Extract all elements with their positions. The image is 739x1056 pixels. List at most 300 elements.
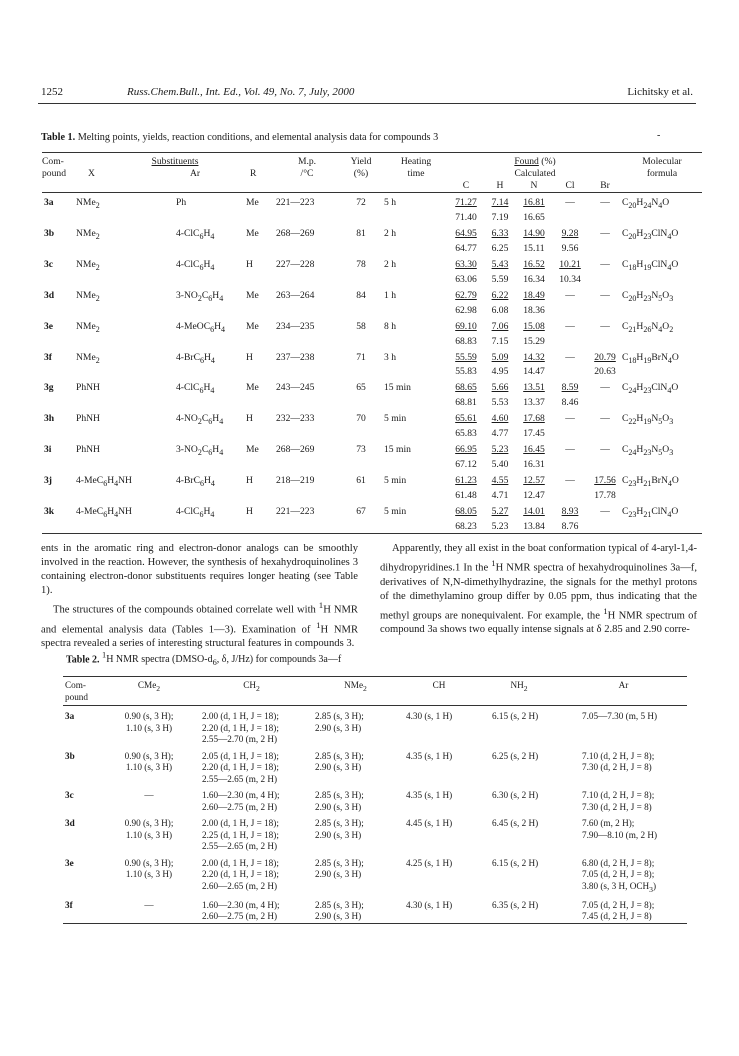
journal-citation: Russ.Chem.Bull., Int. Ed., Vol. 49, No. 7, July, 2000 [127, 86, 355, 98]
substituent-r: H [246, 475, 253, 487]
heating-time: 2 h [384, 258, 396, 270]
substituent-r: Me [246, 289, 259, 301]
col-x: X [88, 168, 95, 179]
calculated-value [552, 305, 588, 317]
found-value: — [565, 320, 575, 332]
found-value: — [565, 444, 575, 456]
compound-id: 3d [44, 289, 55, 301]
compound-id: 3g [44, 382, 54, 394]
calculated-value [588, 459, 622, 471]
found-value: 69.10 [455, 320, 477, 332]
table-row [42, 502, 702, 521]
molecular-formula: $C_{18}H_{19}BrN_4O$ [622, 351, 679, 365]
substituent-x: NMe$_2$ [76, 197, 100, 210]
ch2-shift: 2.00 (d, 1 H, J = 18); 2.20 (d, 1 H, J = 18); 2.60—2.65 (m, 2 H) [202, 857, 279, 891]
compound-id: 3e [44, 320, 54, 332]
substituent-ar: $4-ClC_6H_4$ [176, 258, 215, 272]
calculated-value: 5.53 [491, 397, 509, 409]
melting-point: 221—223 [276, 197, 315, 208]
calculated-value: 5.23 [491, 520, 509, 532]
found-value: — [600, 227, 610, 239]
calculated-value: 6.25 [491, 242, 509, 254]
nh2-shift: 6.45 (s, 2 H) [492, 818, 539, 828]
melting-point: 227—228 [276, 258, 315, 270]
found-value: 62.79 [455, 289, 477, 301]
col-heating: Heating time [400, 156, 432, 179]
calculated-value [588, 212, 622, 224]
compound-id: 3a [65, 711, 75, 721]
calculated-value: 6.08 [491, 304, 509, 316]
found-value: — [600, 382, 610, 394]
heating-time: 5 min [384, 506, 407, 518]
substituent-ar: $3-NO_2C_6H_4$ [176, 444, 224, 458]
header-rule [38, 103, 696, 104]
substituent-ar: $4-MeOC_6H_4$ [176, 320, 226, 334]
calculated-value: 16.31 [523, 459, 545, 471]
table-row [63, 813, 687, 853]
substituent-x: $4-MeC_6H_4NH$ [76, 475, 132, 489]
calculated-value: 7.19 [491, 211, 509, 223]
calculated-value: 63.06 [455, 273, 477, 285]
col-br: Br [600, 180, 610, 191]
calculated-value: 68.81 [455, 397, 477, 409]
nme2-shift: 2.85 (s, 3 H); 2.90 (s, 3 H) [315, 790, 364, 812]
ch2-shift: 2.00 (d, 1 H, J = 18); 2.20 (d, 1 H, J = 18); 2.55—2.70 (m, 2 H) [202, 711, 279, 744]
ch2-shift: 2.05 (d, 1 H, J = 18); 2.20 (d, 1 H, J = 18); 2.55—2.65 (m, 2 H) [202, 750, 279, 784]
found-value: 16.45 [523, 444, 545, 456]
melting-point: 232—233 [276, 413, 315, 425]
col-compound: Com- pound [65, 680, 88, 702]
found-value: 16.52 [523, 258, 545, 270]
substituent-r: H [246, 506, 253, 518]
table-row [42, 348, 702, 367]
melting-point: 268—269 [276, 444, 315, 456]
substituent-r: H [246, 413, 253, 425]
melting-point: 221—223 [276, 506, 315, 518]
paragraph: The structures of the compounds obtained correlate well with $^1$H NMR and elemental analysis data (Tables 1—3). Examination of $^1$H NMR spectra revealed a series of interesting structural features in compounds 3. [41, 600, 359, 650]
col-ar: Ar [190, 168, 201, 179]
calculated-value: 71.40 [455, 211, 477, 223]
yield: 72 [356, 197, 366, 208]
substituent-r: Me [246, 197, 259, 208]
ch-shift: 4.30 (s, 1 H) [406, 899, 453, 910]
found-value: 71.27 [455, 197, 477, 208]
nh2-shift: 6.35 (s, 2 H) [492, 899, 539, 910]
found-value: 65.61 [455, 413, 477, 425]
col-calculated: Calculated [514, 168, 556, 179]
melting-point: 263—264 [276, 289, 315, 301]
table1-caption [41, 132, 438, 143]
found-value: 6.22 [491, 289, 509, 301]
heating-time: 3 h [384, 351, 396, 363]
heating-time: 5 min [384, 413, 407, 425]
calculated-value [588, 397, 622, 409]
nh2-shift: 6.25 (s, 2 H) [492, 750, 539, 761]
ar-shift: 7.05 (d, 2 H, J = 8); 7.45 (d, 2 H, J = 8) [582, 899, 655, 922]
table-row-calculated [42, 366, 702, 378]
found-value: 68.65 [455, 382, 477, 394]
table-row [42, 378, 702, 397]
page-number: 1252 [41, 86, 63, 98]
substituent-r: Me [246, 227, 259, 239]
table2-caption-text: $^1$H NMR spectra ($DMSO-d_6$, δ, J/Hz) for compounds 3a—f [102, 651, 342, 668]
authors: Lichitsky et al. [627, 86, 693, 98]
found-value: 5.66 [491, 382, 509, 394]
col-h: H [496, 180, 504, 191]
table-row [42, 224, 702, 243]
col-r: R [250, 168, 257, 179]
found-value: 5.23 [491, 444, 509, 456]
heating-time: 5 h [384, 197, 396, 208]
found-value: 17.56 [594, 475, 616, 487]
substituent-r: H [246, 351, 253, 363]
calculated-value: 4.95 [491, 366, 509, 378]
found-value: 7.14 [491, 197, 509, 208]
compound-id: 3k [44, 506, 55, 518]
calculated-value: 20.63 [594, 366, 616, 378]
heating-time: 15 min [384, 444, 411, 456]
compound-id: 3c [44, 258, 54, 270]
calculated-value [588, 274, 622, 286]
col-mp: M.p. /°C [297, 156, 317, 179]
nh2-shift: 6.15 (s, 2 H) [492, 711, 539, 721]
col-substituents: Substituents [151, 156, 199, 167]
table-row [63, 746, 687, 786]
yield: 65 [356, 382, 366, 394]
col-cl: Cl [565, 180, 575, 191]
table-row-calculated [42, 397, 702, 409]
table-row-calculated [42, 305, 702, 317]
heating-time: 15 min [384, 382, 411, 394]
found-value: — [565, 351, 575, 363]
found-value: — [565, 197, 575, 208]
calculated-value: 15.29 [523, 335, 545, 347]
table1-label: Table 1. [41, 132, 76, 143]
yield: 81 [356, 227, 366, 239]
calculated-value: 8.76 [561, 520, 579, 532]
found-value: 4.60 [491, 413, 509, 425]
table-row-calculated [42, 521, 702, 534]
ch2-shift: 1.60—2.30 (m, 4 H); 2.60—2.75 (m, 2 H) [202, 899, 280, 922]
molecular-formula: $C_{23}H_{21}ClN_4O$ [622, 506, 679, 519]
substituent-x: NMe$_2$ [76, 351, 100, 365]
melting-point: 268—269 [276, 227, 315, 239]
heating-time: 2 h [384, 227, 396, 239]
molecular-formula: $C_{20}H_{24}N_4O$ [622, 197, 670, 210]
found-value: — [600, 444, 610, 456]
substituent-x: PhNH [76, 413, 100, 425]
melting-point: 218—219 [276, 475, 315, 487]
found-value: 12.57 [523, 475, 545, 487]
paragraph: Apparently, they all exist in the boat conformation typical of 4-aryl-1,4-dihydropyridines.1 In the $^1$H NMR spectra of hexahydroquinolines 3a—f, derivatives of N,N-dimethylhydrazine, the signals for the methyl protons of the dimethylamino group differ by 0.05 ppm, thus indicating that the methyl groups are nonequivalent. For example, the $^1$H NMR spectrum of compound 3a shows two equally intense signals at δ 2.85 and 2.90 corre- [380, 543, 697, 636]
calculated-value: 14.47 [523, 366, 545, 378]
calculated-value: 68.83 [455, 335, 477, 347]
found-value: 5.09 [491, 351, 509, 363]
found-value: 64.95 [455, 227, 477, 239]
calculated-value [588, 336, 622, 348]
calculated-value: 7.15 [491, 335, 509, 347]
substituent-x: PhNH [76, 382, 100, 394]
molecular-formula: $C_{24}H_{23}ClN_4O$ [622, 382, 679, 396]
nme2-shift: 2.85 (s, 3 H); 2.90 (s, 3 H) [315, 711, 364, 733]
molecular-formula: $C_{18}H_{19}ClN_4O$ [622, 258, 679, 272]
table-row-calculated [42, 490, 702, 502]
table-row [42, 317, 702, 336]
found-value: 13.51 [523, 382, 545, 394]
molecular-formula: $C_{24}H_{23}N_5O_3$ [622, 444, 674, 458]
table-row-calculated [42, 459, 702, 471]
nme2-shift: 2.85 (s, 3 H); 2.90 (s, 3 H) [315, 857, 364, 879]
heating-time: 5 min [384, 475, 407, 487]
col-c: C [462, 180, 470, 191]
substituent-ar: $4-ClC_6H_4$ [176, 382, 215, 396]
molecular-formula: $C_{21}H_{26}N_4O_2$ [622, 320, 674, 334]
found-value: 15.08 [523, 320, 545, 332]
calculated-value [588, 428, 622, 440]
calculated-value: 65.83 [455, 428, 477, 440]
found-value: 5.27 [491, 506, 509, 518]
ch2-shift: 1.60—2.30 (m, 4 H); 2.60—2.75 (m, 2 H) [202, 790, 280, 812]
found-value: 66.95 [455, 444, 477, 456]
compound-id: 3d [65, 818, 75, 828]
calculated-value: 9.56 [561, 242, 579, 254]
found-value: 16.81 [523, 197, 545, 208]
ar-shift: 7.60 (m, 2 H); 7.90—8.10 (m, 2 H) [582, 818, 658, 840]
found-value: — [600, 289, 610, 301]
yield: 61 [356, 475, 366, 487]
cme2-shift: 0.90 (s, 3 H); 1.10 (s, 3 H) [124, 818, 174, 840]
calculated-value: 61.48 [455, 490, 477, 502]
found-value: — [600, 258, 610, 270]
calculated-value: 12.47 [523, 490, 545, 502]
molecular-formula: $C_{23}H_{21}BrN_4O$ [622, 475, 679, 489]
found-value: 8.59 [561, 382, 579, 394]
nme2-shift: 2.85 (s, 3 H); 2.90 (s, 3 H) [315, 750, 364, 772]
found-value: — [565, 475, 575, 487]
col-nme2: NMe$_2$ [344, 680, 367, 693]
paragraph: ents in the aromatic ring and electron-donor analogs can be smoothly involved in the reaction. However, the synthesis of hexahydroquinolines 3 containing electron-donor substituents requires longer heating (see Table 1). [41, 543, 358, 596]
substituent-ar: $4-NO_2C_6H_4$ [176, 413, 224, 427]
yield: 70 [356, 413, 366, 425]
calculated-value [552, 428, 588, 440]
substituent-ar: $4-ClC_6H_4$ [176, 227, 215, 241]
found-value: 5.43 [491, 258, 509, 270]
text-column-right [380, 542, 697, 637]
substituent-x: NMe$_2$ [76, 320, 100, 334]
col-nh2: $NH_2$ [510, 680, 528, 693]
substituent-ar: $3-NO_2C_6H_4$ [176, 289, 224, 303]
calculated-value: 5.40 [491, 459, 509, 471]
table-row-calculated [42, 212, 702, 224]
running-header [41, 86, 693, 102]
yield: 58 [356, 320, 366, 332]
compound-id: 3h [44, 413, 55, 425]
found-value: 18.49 [523, 289, 545, 301]
ar-shift: 6.80 (d, 2 H, J = 8); 7.05 (d, 2 H, J = 8); 3.80 (s, 3 H, $OCH_3$) [582, 857, 657, 894]
table2-caption [66, 651, 341, 667]
heating-time: 8 h [384, 320, 396, 332]
ar-shift: 7.05—7.30 (m, 5 H) [582, 711, 658, 721]
table2 [63, 676, 687, 924]
substituent-r: Me [246, 382, 259, 394]
col-n: N [530, 180, 538, 191]
cme2-shift: 0.90 (s, 3 H); 1.10 (s, 3 H) [124, 711, 174, 733]
calculated-value [588, 521, 622, 534]
calculated-value: 16.34 [523, 273, 545, 285]
substituent-ar: $4-BrC_6H_4$ [176, 351, 215, 365]
found-value: 68.05 [455, 506, 477, 518]
melting-point: 243—245 [276, 382, 315, 394]
cme2-shift: — [144, 899, 154, 910]
found-value: 55.59 [455, 351, 477, 363]
ch-shift: 4.45 (s, 1 H) [406, 818, 453, 828]
calculated-value: 4.71 [491, 490, 509, 502]
found-value: — [600, 506, 610, 518]
calculated-value [588, 243, 622, 255]
table-row-calculated [42, 336, 702, 348]
table-row [42, 409, 702, 428]
table-row-calculated [42, 428, 702, 440]
cme2-shift: — [144, 790, 154, 800]
calculated-value: 18.36 [523, 304, 545, 316]
compound-id: 3i [44, 444, 52, 456]
substituent-r: H [246, 258, 253, 270]
nh2-shift: 6.15 (s, 2 H) [492, 857, 539, 868]
col-formula: Molecular formula [642, 156, 682, 179]
compound-id: 3b [44, 227, 55, 239]
ch-shift: 4.35 (s, 1 H) [406, 790, 453, 800]
heating-time: 1 h [384, 289, 396, 301]
compound-id: 3e [65, 857, 74, 868]
calculated-value: 64.77 [455, 242, 477, 254]
calculated-value [552, 459, 588, 471]
ch-shift: 4.30 (s, 1 H) [406, 711, 453, 721]
yield: 78 [356, 258, 366, 270]
calculated-value: 17.45 [523, 428, 545, 440]
compound-id: 3a [44, 197, 54, 208]
table-row [42, 286, 702, 305]
calculated-value: 13.84 [523, 520, 545, 532]
compound-id: 3b [65, 750, 75, 761]
substituent-r: Me [246, 320, 259, 332]
calculated-value: 13.37 [523, 397, 545, 409]
found-value: 17.68 [523, 413, 545, 425]
calculated-value: 15.11 [523, 242, 545, 254]
calculated-value: 17.78 [594, 490, 616, 502]
ch-shift: 4.25 (s, 1 H) [406, 857, 453, 868]
text-column-left [41, 542, 358, 651]
calculated-value [588, 305, 622, 317]
found-value: 4.55 [491, 475, 509, 487]
found-value: — [565, 289, 575, 301]
calculated-value: 4.77 [491, 428, 509, 440]
molecular-formula: $C_{22}H_{19}N_5O_3$ [622, 413, 674, 427]
substituent-x: NMe$_2$ [76, 227, 100, 241]
calculated-value [552, 490, 588, 502]
table-row [42, 193, 702, 212]
calculated-value: 67.12 [455, 459, 477, 471]
substituent-r: Me [246, 444, 259, 456]
found-value: 20.79 [594, 351, 616, 363]
cme2-shift: 0.90 (s, 3 H); 1.10 (s, 3 H) [124, 857, 174, 879]
calculated-value [552, 212, 588, 224]
found-value: — [565, 413, 575, 425]
table-row-calculated [42, 274, 702, 286]
col-cme2: CMe$_2$ [137, 680, 161, 693]
ar-shift: 7.10 (d, 2 H, J = 8); 7.30 (d, 2 H, J = 8) [582, 790, 655, 812]
calculated-value: 5.59 [491, 273, 509, 285]
table-row [63, 853, 687, 895]
calculated-value: 8.46 [561, 397, 579, 409]
found-value: — [600, 197, 610, 208]
substituent-x: NMe$_2$ [76, 258, 100, 272]
found-value: 8.93 [561, 506, 579, 518]
found-value: 14.32 [523, 351, 545, 363]
col-yield: Yield (%) [350, 156, 372, 179]
stray-hyphen: - [657, 130, 661, 141]
compound-id: 3j [44, 475, 52, 487]
nh2-shift: 6.30 (s, 2 H) [492, 790, 539, 800]
table-row [63, 706, 687, 746]
col-ar: Ar [618, 680, 629, 690]
found-value: 14.90 [523, 227, 545, 239]
ch2-shift: 2.00 (d, 1 H, J = 18); 2.25 (d, 1 H, J = 18); 2.55—2.65 (m, 2 H) [202, 818, 279, 851]
table1 [42, 152, 702, 534]
yield: 84 [356, 289, 366, 301]
cme2-shift: 0.90 (s, 3 H); 1.10 (s, 3 H) [124, 750, 174, 772]
table-row [63, 785, 687, 813]
found-value: 10.21 [559, 258, 581, 270]
calculated-value: 16.65 [523, 211, 545, 223]
substituent-ar: $4-BrC_6H_4$ [176, 475, 215, 489]
found-value: 61.23 [455, 475, 477, 487]
found-value: 14.01 [523, 506, 545, 518]
ar-shift: 7.10 (d, 2 H, J = 8); 7.30 (d, 2 H, J = 8) [582, 750, 655, 772]
col-found: Found (%) [514, 156, 556, 167]
melting-point: 234—235 [276, 320, 315, 332]
table1-caption-text: Melting points, yields, reaction conditions, and elemental analysis data for compounds 3 [77, 132, 439, 143]
table-row-calculated [42, 243, 702, 255]
col-ch: CH [432, 680, 446, 690]
molecular-formula: $C_{20}H_{23}ClN_4O$ [622, 227, 679, 241]
found-value: 9.28 [561, 227, 579, 239]
table-row [63, 895, 687, 924]
compound-id: 3f [44, 351, 52, 363]
found-value: — [600, 320, 610, 332]
ch-shift: 4.35 (s, 1 H) [406, 750, 453, 761]
compound-id: 3c [65, 790, 74, 800]
calculated-value: 55.83 [455, 366, 477, 378]
calculated-value [552, 336, 588, 348]
col-ch2: $CH_2$ [243, 680, 260, 693]
substituent-ar: Ph [176, 197, 187, 208]
col-compound: Com- pound [42, 156, 66, 179]
nme2-shift: 2.85 (s, 3 H); 2.90 (s, 3 H) [315, 899, 364, 922]
found-value: — [600, 413, 610, 425]
calculated-value [552, 366, 588, 378]
nme2-shift: 2.85 (s, 3 H); 2.90 (s, 3 H) [315, 818, 364, 840]
substituent-x: NMe$_2$ [76, 289, 100, 303]
substituent-ar: $4-ClC_6H_4$ [176, 506, 215, 519]
table-row [42, 255, 702, 274]
substituent-x: PhNH [76, 444, 100, 456]
molecular-formula: $C_{20}H_{23}N_5O_3$ [622, 289, 674, 303]
found-value: 7.06 [491, 320, 509, 332]
compound-id: 3f [65, 899, 73, 910]
yield: 73 [356, 444, 366, 456]
substituent-x: $4-MeC_6H_4NH$ [76, 506, 132, 519]
table-row [42, 471, 702, 490]
